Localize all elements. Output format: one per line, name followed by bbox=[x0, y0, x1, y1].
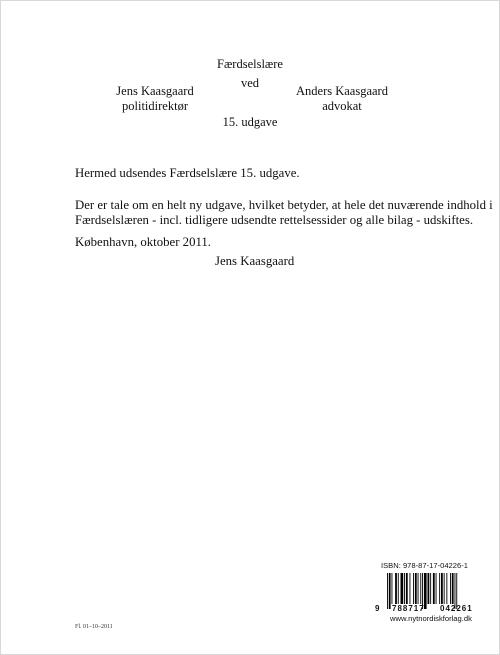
by-word: ved bbox=[240, 76, 260, 90]
signature: Jens Kaasgaard bbox=[215, 254, 295, 268]
edition: 15. udgave bbox=[222, 115, 278, 129]
document-title: Færdselslære bbox=[217, 57, 283, 71]
author1-role: politidirektør bbox=[122, 99, 188, 113]
author2-name: Anders Kaasgaard bbox=[296, 84, 388, 98]
place-date: København, oktober 2011. bbox=[75, 235, 211, 249]
barcode-digits-right: 042261 bbox=[440, 604, 473, 613]
barcode-digit-first: 9 bbox=[375, 604, 380, 613]
barcode-digits-left: 788717 bbox=[392, 604, 425, 613]
publisher-url: www.nytnordiskforlag.dk bbox=[390, 614, 472, 623]
paragraph-line-1: Der er tale om en helt ny udgave, hvilket betyder, at hele det nuværende indhold i bbox=[75, 198, 493, 212]
paragraph-line-2: Færdselslæren - incl. tidligere udsendte rettelsessider og alle bilag - udskiftes. bbox=[75, 213, 474, 227]
paragraph-intro: Hermed udsendes Færdselslære 15. udgave. bbox=[75, 166, 300, 180]
document-code: Fl. 01–10–2011 bbox=[75, 624, 113, 630]
isbn-label: ISBN: 978-87-17-04226-1 bbox=[381, 561, 468, 570]
author2-role: advokat bbox=[322, 99, 362, 113]
author1-name: Jens Kaasgaard bbox=[116, 84, 194, 98]
